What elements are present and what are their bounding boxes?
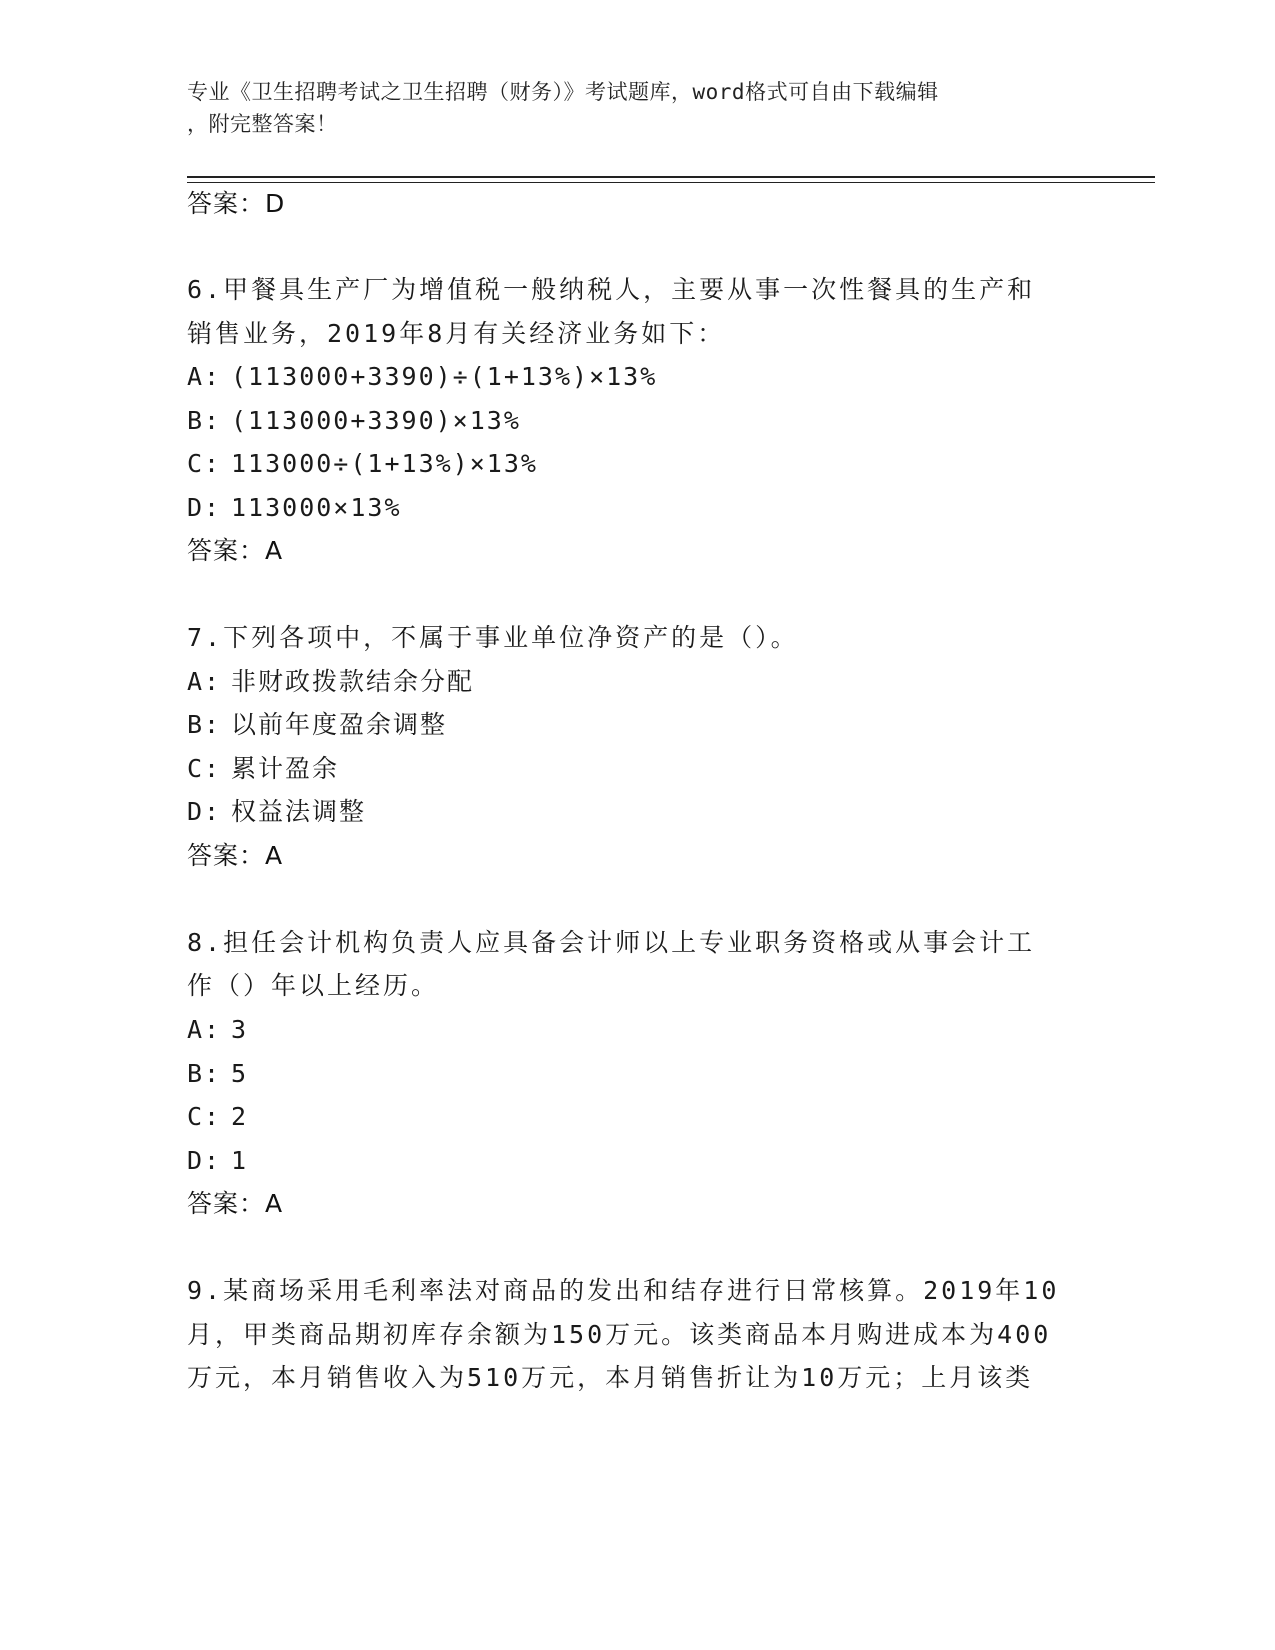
question-6-option-a: [187, 357, 657, 397]
question-6-option-c: [187, 444, 538, 484]
option-text: 权益法调整: [231, 797, 367, 826]
question-8-option-a: [187, 1010, 248, 1050]
option-text: 5: [231, 1059, 249, 1088]
question-6-stem-line-2: 销售业务，2019年8月有关经济业务如下：: [187, 319, 726, 348]
option-label: B:: [187, 406, 222, 435]
question-7-stem-line-1: 7.下列各项中，不属于事业单位净资产的是（）。: [187, 623, 799, 652]
header-rule-thick: [187, 176, 1155, 178]
option-label: D:: [187, 1146, 222, 1175]
header-line-1: 专业《卫生招聘考试之卫生招聘（财务）》考试题库，word格式可自由下载编辑: [187, 80, 939, 104]
question-6-stem-line-1: 6.甲餐具生产厂为增值税一般纳税人，主要从事一次性餐具的生产和: [187, 275, 1036, 304]
question-8-stem-line-2: 作（）年以上经历。: [187, 971, 440, 1000]
option-label: C:: [187, 1102, 222, 1131]
option-label: C:: [187, 449, 222, 478]
question-8-option-b: [187, 1054, 248, 1094]
question-7-option-a: [187, 662, 474, 702]
document-header: [187, 76, 1067, 140]
option-label: B:: [187, 710, 222, 739]
question-8-option-c: [187, 1097, 248, 1137]
option-text: 累计盈余: [231, 754, 340, 783]
option-text: 非财政拨款结余分配: [231, 667, 475, 696]
question-9-stem-line-3: 万元，本月销售收入为510万元，本月销售折让为10万元；上月该类: [187, 1363, 1034, 1392]
option-label: A:: [187, 667, 222, 696]
option-text: 113000×13%: [231, 493, 402, 522]
option-text: 1: [231, 1146, 249, 1175]
question-9-stem-line-2: 月，甲类商品期初库存余额为150万元。该类商品本月购进成本为400: [187, 1320, 1052, 1349]
option-text: 113000÷(1+13%)×13%: [231, 449, 538, 478]
option-label: D:: [187, 493, 222, 522]
option-text: (113000+3390)×13%: [231, 406, 521, 435]
question-7-option-b: [187, 705, 447, 745]
option-text: 2: [231, 1102, 249, 1131]
question-8-stem-line-1: 8.担任会计机构负责人应具备会计师以上专业职务资格或从事会计工: [187, 928, 1036, 957]
question-7-option-d: [187, 792, 366, 832]
header-rule-thin: [187, 182, 1155, 183]
question-6-answer: 答案：A: [187, 536, 284, 565]
question-6-option-b: [187, 401, 521, 441]
question-8-answer: 答案：A: [187, 1189, 284, 1218]
option-label: B:: [187, 1059, 222, 1088]
option-text: (113000+3390)÷(1+13%)×13%: [231, 362, 658, 391]
question-7-option-c: [187, 749, 339, 789]
option-label: A:: [187, 362, 222, 391]
question-9-stem-line-1: 9.某商场采用毛利率法对商品的发出和结存进行日常核算。2019年10: [187, 1276, 1060, 1305]
question-8-option-d: [187, 1141, 248, 1181]
previous-answer: 答案：D: [187, 189, 286, 218]
option-label: A:: [187, 1015, 222, 1044]
option-text: 以前年度盈余调整: [231, 710, 448, 739]
header-line-2: ，附完整答案！: [187, 112, 338, 136]
option-label: D:: [187, 797, 222, 826]
question-7-answer: 答案：A: [187, 841, 284, 870]
option-label: C:: [187, 754, 222, 783]
option-text: 3: [231, 1015, 249, 1044]
question-6-option-d: [187, 488, 402, 528]
